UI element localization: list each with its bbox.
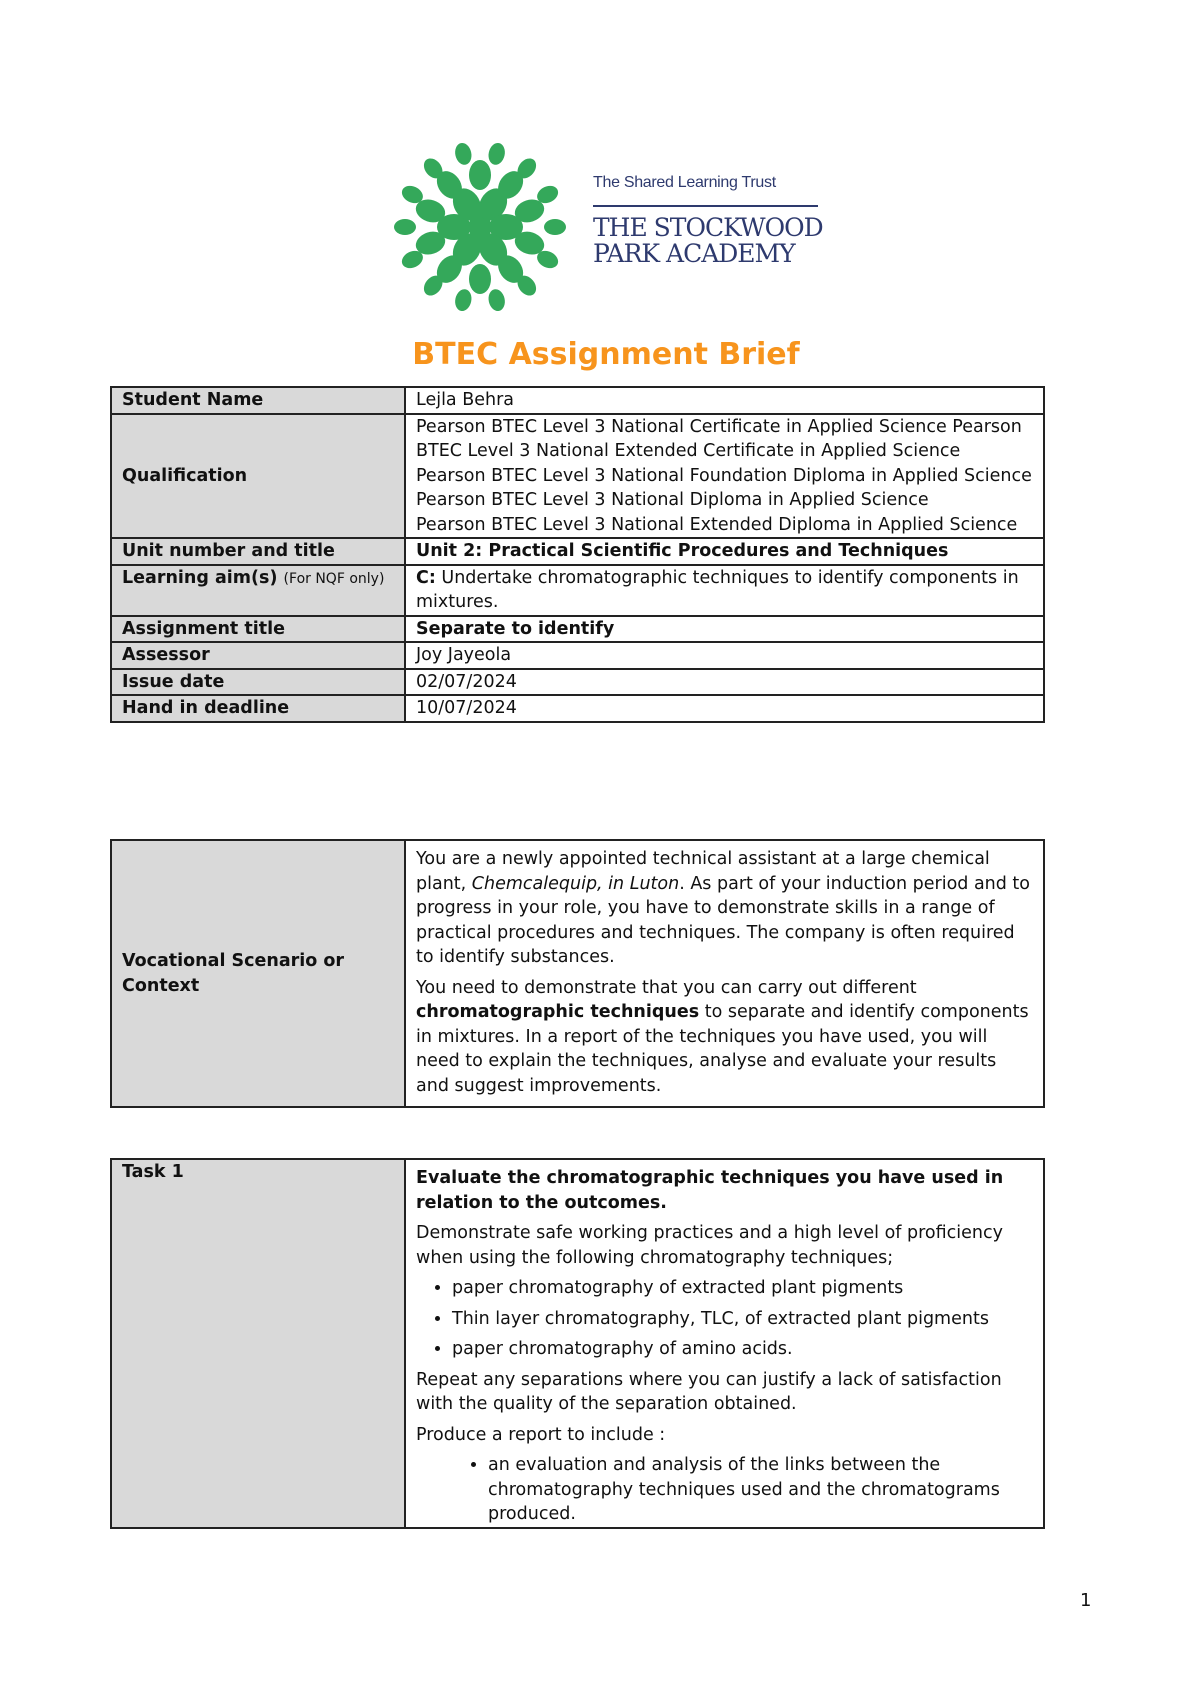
table-row [111,565,1044,616]
technique-list [416,1276,1033,1362]
company-name: Chemcalequip, in Luton [471,873,680,894]
report-list [416,1453,1033,1527]
learning-aim-label [111,565,405,616]
logo-school-name-2: PARK ACADEMY [593,239,795,268]
assignment-info-table [110,386,1045,723]
list-item: • Thin layer chromatography, TLC, of extracted plant pigments [452,1307,1033,1332]
logo-leaf-shape [486,288,507,313]
task-label: Task 1 [111,1159,405,1528]
learning-aim-value [405,565,1044,616]
logo-leaf-shape [486,141,507,166]
qualification-value [405,414,1044,539]
page-title: BTEC Assignment Brief [412,337,800,372]
scenario-paragraph-2 [416,976,1033,1099]
issue-date-value: 02/07/2024 [405,669,1044,696]
qualification-label: Qualification [111,414,405,539]
assignment-title-label: Assignment title [111,616,405,643]
list-item: • paper chromatography of amino acids. [452,1337,1033,1362]
learning-aim-note: (For NQF only) [283,570,385,587]
deadline-value: 10/07/2024 [405,695,1044,722]
page-number: 1 [1080,1590,1092,1611]
table-row [111,695,1044,722]
scenario-emphasis: chromatographic techniques [416,1002,700,1022]
scenario-paragraph-1 [416,847,1033,970]
table-row [111,538,1044,565]
learning-aim-prefix: C: [416,567,436,588]
logo-leaf-shape [469,264,491,294]
task-repeat: Repeat any separations where you can justify a lack of satisfaction with the quality of the separation obtained. [416,1369,1002,1414]
logo-divider [593,205,818,207]
assignment-title-value: Separate to identify [405,616,1044,643]
scenario-table [110,839,1045,1108]
scenario-text-part: . As part of your induction period and to progress in your role, you have to demonstrate skills in a range of practical procedures and techniques. The company is often required to identify substances. [416,873,1030,967]
table-row [111,1159,1044,1528]
unit-label: Unit number and title [111,538,405,565]
deadline-label: Hand in deadline [111,695,405,722]
scenario-label: Vocational Scenario or Context [111,840,405,1107]
logo-leaf-shape [453,288,474,313]
table-row [111,616,1044,643]
task-heading: Evaluate the chromatographic techniques you have used in relation to the outcomes. [416,1168,1004,1213]
task-content [405,1159,1044,1528]
logo-leaf-shape [394,219,416,235]
list-item: • an evaluation and analysis of the links between the chromatography techniques used and the chromatograms produced. [488,1453,1033,1527]
assessor-label: Assessor [111,642,405,669]
table-row [111,387,1044,414]
scenario-text-part: to separate and identify components in mixtures. In a report of the techniques you have used, you will need to explain the techniques, analyse and evaluate your results and suggest improvements. [416,1002,1029,1096]
logo-leaf-shape [544,219,566,235]
table-row [111,414,1044,539]
task-report-intro: Produce a report to include : [416,1424,666,1445]
logo-trust-name: The Shared Learning Trust [593,174,776,191]
student-name-value: Lejla Behra [405,387,1044,414]
task-table [110,1158,1045,1529]
assessor-value: Joy Jayeola [405,642,1044,669]
logo-leaf-shape [453,141,474,166]
logo-leaf-shape [469,160,491,190]
qualification-text-2: Pearson BTEC Level 3 National Extended Diploma in Applied Science [416,514,1018,535]
task-intro: Demonstrate safe working practices and a high level of proficiency when using the following chromatography techniques; [416,1223,1003,1268]
learning-aim-label-text: Learning aim(s) [122,567,278,588]
logo-school-name-1: THE STOCKWOOD [593,213,823,242]
scenario-text-part: You need to demonstrate that you can carry out different [416,977,917,998]
list-item: • paper chromatography of extracted plant pigments [452,1276,1033,1301]
scenario-text-part: You are a newly appointed technical assistant at a large chemical plant, [416,849,990,894]
learning-aim-text: Undertake chromatographic techniques to identify components in mixtures. [416,567,1019,612]
unit-value: Unit 2: Practical Scientific Procedures and Techniques [405,538,1044,565]
table-row [111,840,1044,1107]
student-name-label: Student Name [111,387,405,414]
issue-date-label: Issue date [111,669,405,696]
table-row [111,669,1044,696]
table-row [111,642,1044,669]
scenario-text [405,840,1044,1107]
qualification-text-1: Pearson BTEC Level 3 National Certificate in Applied Science Pearson BTEC Level 3 National Extended Certificate in Applied Science Pearson BTEC Level 3 National Foundation Diploma in Applied Science Pearson BTEC Level 3 National Diploma in Applied Science [416,416,1032,510]
